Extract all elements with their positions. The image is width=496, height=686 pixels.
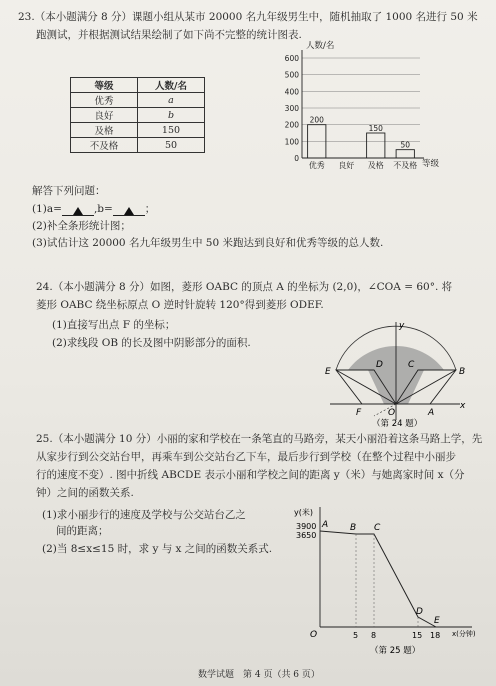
label-A: A <box>322 520 329 530</box>
q23-sub1-end: ； <box>144 203 156 215</box>
q23-sub1-b-label: ,b= <box>93 203 113 215</box>
chart-bar <box>367 133 385 158</box>
table-cell: 不及格 <box>71 138 138 153</box>
chart-y-tick-label: 600 <box>284 54 299 63</box>
q23-line1: 23.（本小题满分 8 分）课题小组从某市 20000 名九年级男生中，随机抽取了 1000 名进行 50 米 <box>18 11 478 23</box>
label-D: D <box>376 360 383 370</box>
q23-sub3: (3)试估计这 20000 名九年级男生中 50 米跑达到良好和优秀等级的总人数. <box>32 237 384 249</box>
q24-line2: 菱形 OABC 绕坐标原点 O 逆时针旋转 120°得到菱形 ODEF. <box>36 299 324 311</box>
label-C: C <box>374 523 381 533</box>
table-cell: a <box>138 93 205 108</box>
page-footer: 数学试题 第 4 页（共 6 页） <box>198 670 320 680</box>
chart-y-tick-label: 0 <box>294 154 299 163</box>
q23-sub2: (2)补全条形统计图； <box>32 220 131 232</box>
chart-x-tick-label: 不及格 <box>393 161 418 170</box>
chart-y-tick-label: 500 <box>284 70 299 80</box>
x-axis-label: x(分钟) <box>452 630 476 638</box>
chart-y-tick-label: 200 <box>284 120 299 130</box>
y-axis-label: y(米) <box>294 508 313 517</box>
q24-sub2: (2)求线段 OB 的长及图中阴影部分的面积. <box>52 337 251 349</box>
origin-label: O <box>310 630 318 640</box>
label-E: E <box>434 616 440 626</box>
q25-distance-time-graph <box>294 505 490 660</box>
triangle-icon <box>73 207 83 215</box>
q24-line1: 24.（本小题满分 8 分）如图，菱形 OABC 的顶点 A 的坐标为 (2,0)，∠COA = 60°. 将 <box>36 281 453 293</box>
table-cell: b <box>138 108 205 123</box>
answer-blank-a <box>62 204 94 216</box>
q25-line4: 钟）之间的函数关系. <box>36 487 134 499</box>
chart-x-tick-label: 及格 <box>367 161 384 170</box>
label-A: A <box>428 408 435 418</box>
q25-sub1b: 间的距离； <box>56 525 109 537</box>
chart-data-label: 50 <box>400 140 411 150</box>
label-O: O <box>388 408 396 418</box>
answer-blank-b <box>113 204 145 216</box>
q25-line2: 从家步行到公交站台甲，再乘车到公交站台乙下车，最后步行到学校（在整个过程中小丽步 <box>36 451 456 463</box>
x-value-15: 15 <box>412 631 423 640</box>
q23-sub1-a-label: (1)a= <box>32 203 62 215</box>
chart-data-label: 200 <box>309 115 324 125</box>
q23-prompt: 解答下列问题： <box>32 185 106 197</box>
chart-y-tick-label: 100 <box>284 137 299 147</box>
label-F: F <box>356 408 362 418</box>
q23-line2: 跑测试，并根据测试结果绘制了如下尚不完整的统计图表. <box>36 29 302 41</box>
q25-line3: 行的速度不变）. 图中折线 ABCDE 表示小丽和学校之间的距离 y（米）与她离家时间 x（分 <box>36 469 465 481</box>
label-D: D <box>416 607 423 617</box>
label-E: E <box>325 367 331 377</box>
table-cell: 良好 <box>71 108 138 123</box>
q25-sub1a: (1)求小丽步行的速度及学校与公交站台乙之 <box>42 509 246 521</box>
y-value-3900: 3900 <box>296 522 317 531</box>
figure-caption: （第 25 题） <box>370 646 421 656</box>
chart-bar <box>396 150 414 158</box>
table-cell: 及格 <box>71 123 138 138</box>
chart-y-tick-label: 400 <box>284 87 299 97</box>
label-B: B <box>459 367 466 377</box>
q25-line1: 25.（本小题满分 10 分）小丽的家和学校在一条笔直的马路旁，某天小丽沿着这条马路上学，先 <box>36 433 483 445</box>
table-header-cell: 人数/名 <box>138 78 205 93</box>
label-y: y <box>399 321 405 331</box>
table-cell: 优秀 <box>71 93 138 108</box>
q24-rhombus-figure <box>320 320 470 430</box>
figure-caption: （第 24 题） <box>372 419 423 429</box>
triangle-icon <box>124 207 134 215</box>
table-row <box>71 138 205 153</box>
q23-bar-chart <box>280 38 450 178</box>
x-value-8: 8 <box>371 631 377 640</box>
x-value-18: 18 <box>430 631 441 640</box>
chart-plot-area <box>285 50 424 170</box>
table-header-cell: 等级 <box>71 78 138 93</box>
table-row <box>71 123 205 138</box>
chart-x-axis-label: 等级 <box>422 159 440 169</box>
chart-y-axis-label: 人数/名 <box>306 41 335 51</box>
chart-x-tick-label: 优秀 <box>308 161 325 170</box>
y-value-3650: 3650 <box>296 531 317 540</box>
q23-sub1 <box>32 202 155 216</box>
chart-data-label: 150 <box>368 124 383 133</box>
label-x: x <box>460 401 466 411</box>
q23-grade-table <box>70 77 205 153</box>
q25-sub2: (2)当 8≤x≤15 时，求 y 与 x 之间的函数关系式. <box>42 543 273 555</box>
table-header-row <box>71 78 205 93</box>
q24-sub1: (1)直接写出点 F 的坐标； <box>52 319 176 331</box>
table-row <box>71 93 205 108</box>
label-C: C <box>408 360 415 370</box>
chart-y-tick-label: 300 <box>284 104 299 113</box>
table-cell: 150 <box>138 123 205 138</box>
chart-x-tick-label: 良好 <box>338 161 355 170</box>
table-cell: 50 <box>138 138 205 153</box>
label-B: B <box>350 523 357 533</box>
table-row <box>71 108 205 123</box>
x-value-5: 5 <box>353 631 359 640</box>
